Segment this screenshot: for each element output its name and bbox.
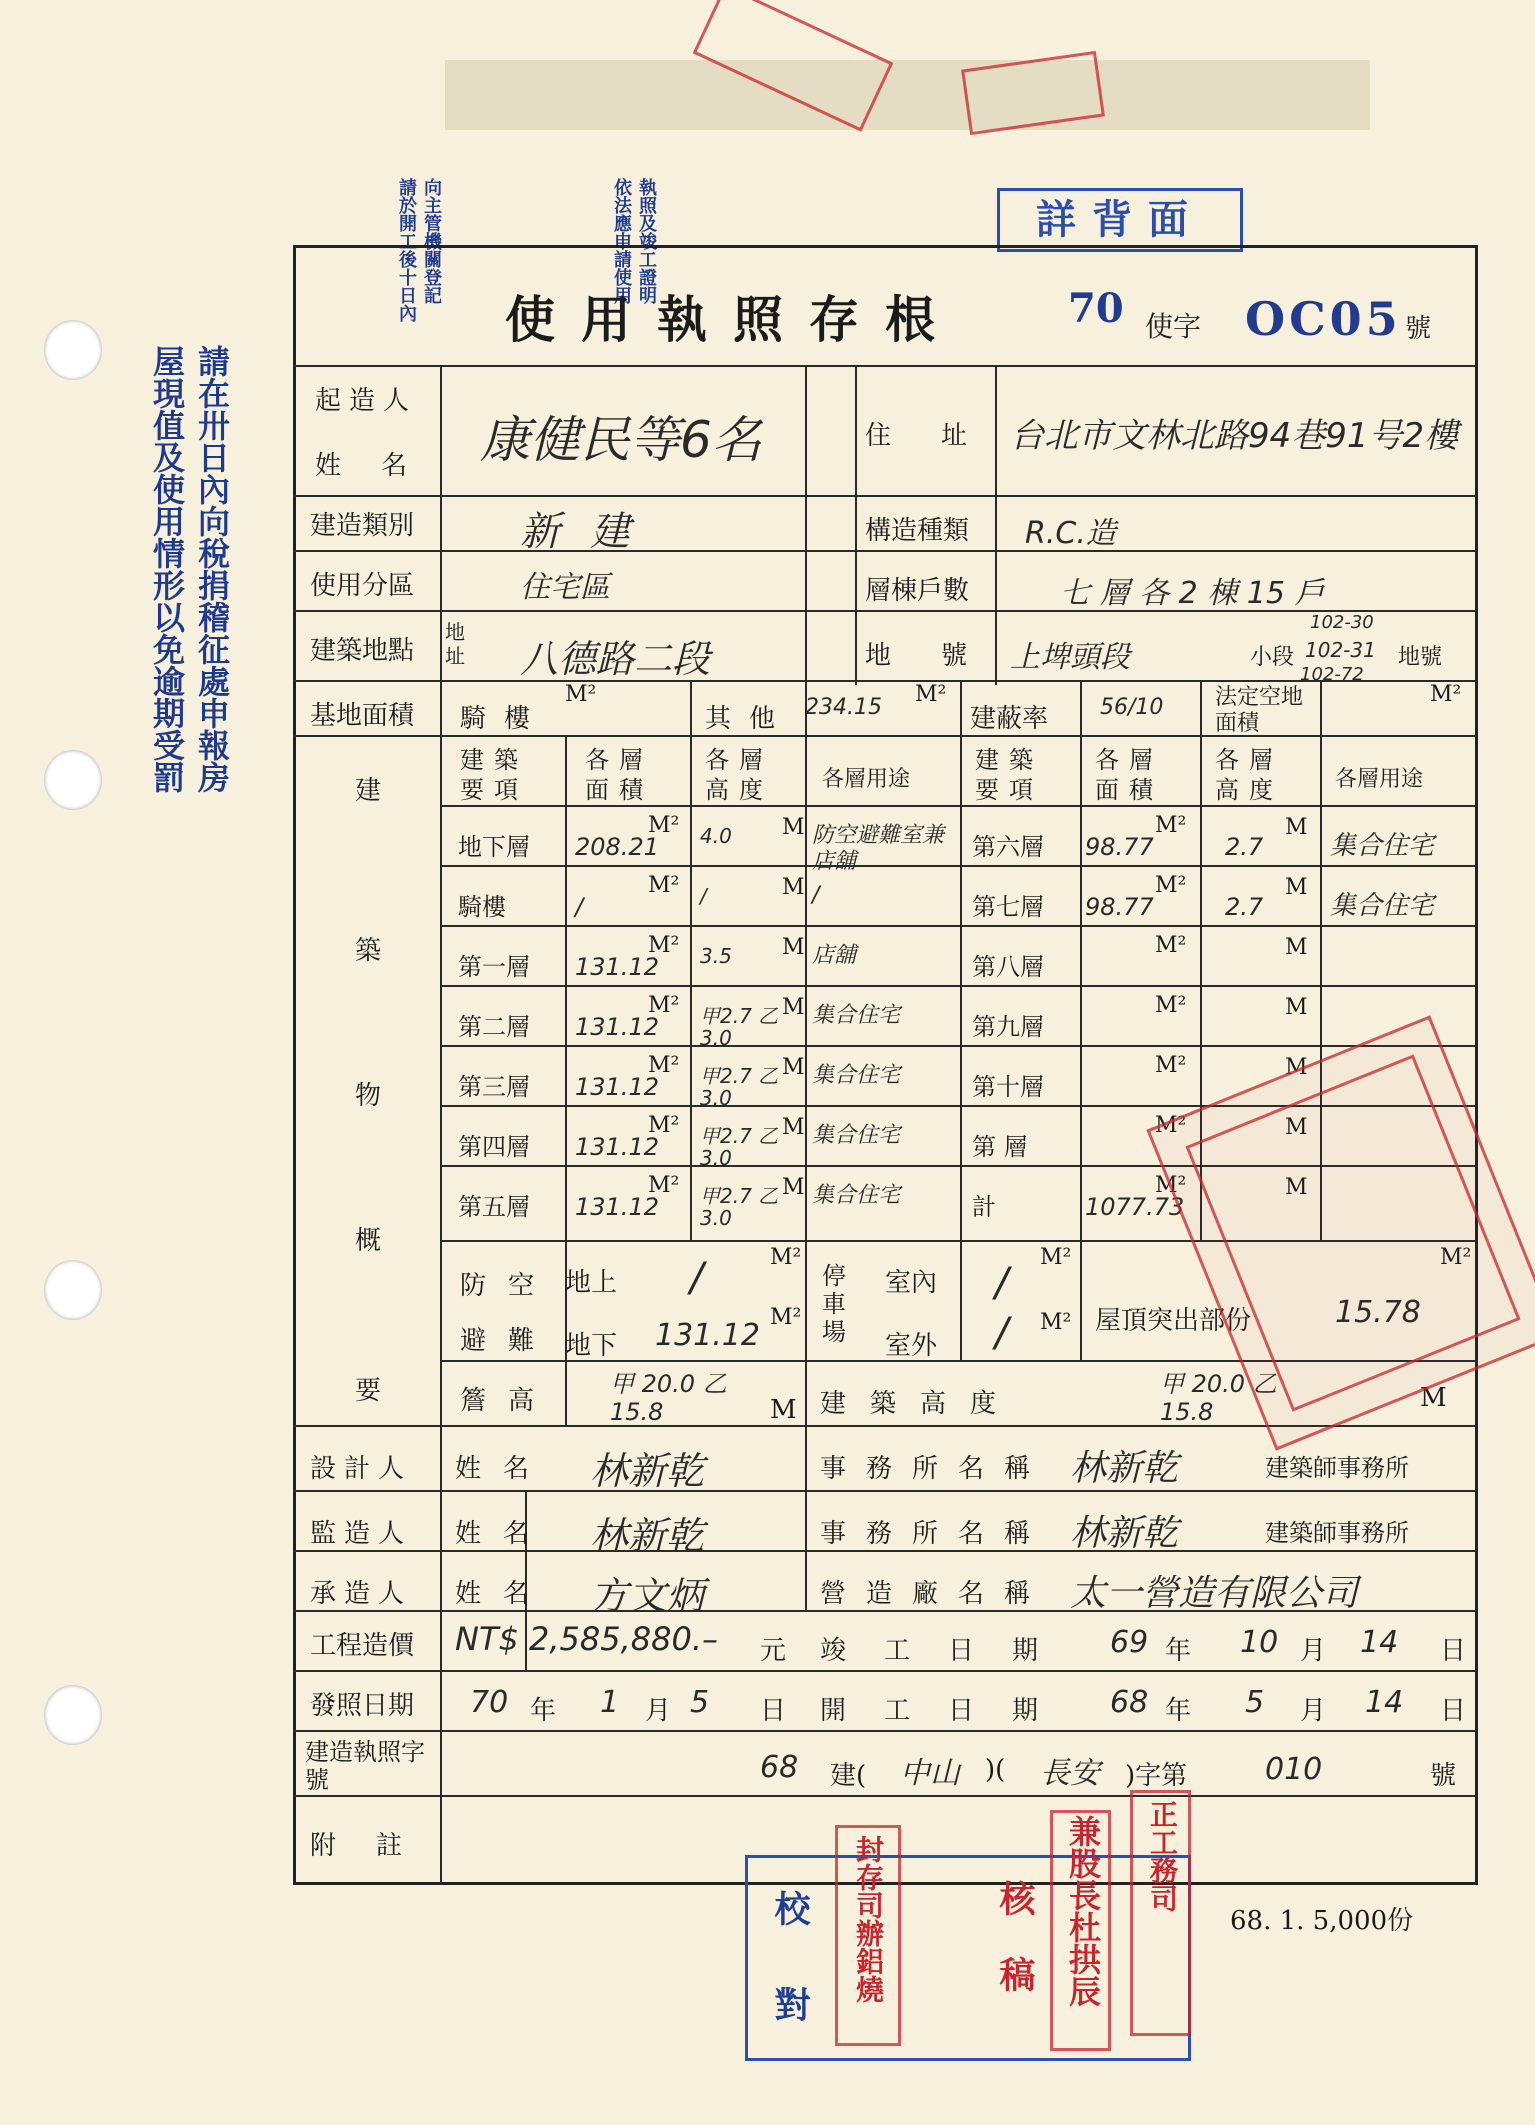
floor-area-left: 131.12 [575,953,659,981]
roof-label: 屋頂突出部份 [1095,1306,1252,1336]
check-label: 校對 [769,1890,811,2082]
shelter-below-label: 地下 [565,1331,618,1361]
permit-label: 建造執照字號 [305,1738,425,1794]
indoor-value: / [995,1260,1009,1306]
shelter-label-1: 防空 [460,1271,557,1301]
floor-height-unit: M [782,1115,805,1140]
floor-height-left: 3.5 [700,944,732,968]
floor-area-unit: M² [648,813,680,838]
floor-area-left: 131.12 [575,1193,659,1221]
header-use-left: 各層用途 [822,767,911,792]
open-space-label: 法定空地面積 [1215,685,1304,736]
document-title: 使用執照存根 [505,290,961,349]
zone-label: 使用分區 [310,571,415,601]
office-label: 事務所名稱 [820,1519,1051,1549]
site-label: 建築地點 [310,636,415,666]
issue-day-label: 日 [760,1696,787,1726]
permit-char-3: )字第 [1125,1761,1188,1791]
instruction-stamp-2: 向主管機關登記 [421,178,442,304]
floor-area-unit: M² [1155,873,1187,898]
floor-height-unit: M [782,1175,805,1200]
coverage-label: 建蔽率 [970,704,1049,734]
floor-item-right: 第九層 [972,1013,1044,1041]
address-label: 住址 [865,421,1018,451]
floor-height-unit: M [782,995,805,1020]
name-label: 姓名 [455,1579,552,1609]
instruction-stamp-4: 執照及竣工證明 [636,178,657,304]
completion-year: 69 [1110,1625,1149,1660]
floor-item-left: 地下層 [458,833,530,861]
floor-area-left: 131.12 [575,1133,659,1161]
completion-month-label: 月 [1300,1636,1327,1666]
address-tag: 地址 [445,620,465,668]
floor-height-unit: M [1285,1115,1308,1140]
floor-height-unit: M [782,1055,805,1080]
permit-char-2: )( [985,1755,1006,1785]
rule [293,1490,1478,1492]
start-year-label: 年 [1165,1696,1192,1726]
floor-use-left: / [812,883,820,908]
arcade-unit: M² [565,682,597,707]
structure-value: R.C.造 [1025,516,1116,551]
floor-use-right: 集合住宅 [1330,831,1435,861]
rule [440,865,1478,867]
seal-officer-1-text: 封存司辦鋁燒 [852,1835,885,2003]
office-label: 營造廠名稱 [820,1579,1051,1609]
review-label: 核稿 [994,1880,1036,2032]
cost-value: NT$ 2,585,880.– [455,1620,719,1658]
unit: M² [770,1305,802,1330]
floor-area-right: 1077.73 [1085,1193,1185,1221]
completion-day-label: 日 [1440,1636,1467,1666]
floor-height-unit: M [1285,875,1308,900]
lot-section: 上埤頭段 [1010,640,1130,675]
rule [440,805,1478,807]
cost-unit: 元 [760,1636,787,1666]
floor-item-right: 第六層 [972,833,1044,861]
rule [960,680,962,1240]
instruction-stamp-3: 依法應申請使用 [611,178,632,304]
floor-item-left: 第三層 [458,1073,530,1101]
floor-height-left: / [700,884,707,908]
other-value: 234.15 [805,695,882,720]
floors-value: 七 層 各 2 棟 15 戶 [1060,576,1325,611]
unit: M² [770,1245,802,1270]
rule [293,1795,1478,1797]
start-year: 68 [1110,1685,1149,1720]
lot-label: 地號 [865,641,1018,671]
section-char-5: 要 [355,1376,382,1406]
builder-label-1: 起造人 [315,386,418,416]
permit-district-2: 長安 [1040,1756,1100,1791]
person-name: 方文炳 [590,1574,705,1618]
issue-month-label: 月 [645,1696,672,1726]
structure-label: 構造種類 [865,516,970,546]
punch-hole [44,750,102,810]
name-label: 姓名 [455,1519,552,1549]
rule [440,1045,1478,1047]
person-name: 林新乾 [590,1514,705,1558]
rule [960,1240,962,1360]
floor-item-right: 計 [972,1193,996,1221]
cost-label: 工程造價 [310,1631,415,1661]
issue-month: 1 [600,1685,620,1720]
small-lot-label: 小段 [1250,645,1295,670]
start-day-label: 日 [1440,1696,1467,1726]
shelter-below-value: 131.12 [655,1318,760,1353]
floor-area-left: 131.12 [575,1013,659,1041]
serial-prefix: 使字 [1145,310,1202,343]
person-name: 林新乾 [590,1449,705,1493]
site-address: 八德路二段 [520,637,711,681]
floor-area-unit: M² [1155,813,1187,838]
floor-item-left: 騎樓 [458,893,506,921]
zone-value: 住宅區 [520,570,610,605]
floor-height-unit: M [782,935,805,960]
floor-area-unit: M² [648,1053,680,1078]
floor-height-unit: M [1285,995,1308,1020]
floor-height-left: 4.0 [700,824,732,848]
indoor-label: 室內 [885,1268,938,1298]
name-label: 姓名 [455,1454,552,1484]
rule [440,985,1478,987]
coverage-value: 56/10 [1100,695,1164,720]
start-month-label: 月 [1300,1696,1327,1726]
tax-notice-line-1: 請在卅日內向稅捐稽征處申報房 [193,345,231,793]
unit: M [770,1395,797,1425]
section-char-2: 築 [355,936,382,966]
header-area-left: 各層面積 [585,746,653,804]
shelter-label-2: 避難 [460,1326,557,1356]
start-day: 14 [1365,1685,1404,1720]
rule [690,680,692,1240]
floor-item-right: 第 層 [972,1133,1028,1161]
unit: M² [1040,1310,1072,1335]
issue-label: 發照日期 [310,1691,415,1721]
header-height-right: 各層高度 [1215,746,1283,804]
open-space-unit: M² [1430,682,1462,707]
punch-hole [44,1260,102,1320]
lot-no-2: 102-31 [1305,638,1376,662]
floor-area-unit: M² [1155,933,1187,958]
serial-year: 70 [1068,285,1124,332]
rule [293,1670,1478,1672]
rule [855,365,857,685]
section-char-1: 建 [355,776,382,806]
site-area-label: 基地面積 [310,701,415,731]
seal-chief [1050,1810,1111,2051]
floor-item-left: 第五層 [458,1193,530,1221]
header-area-right: 各層面積 [1095,746,1163,804]
issue-year: 70 [470,1685,509,1720]
rule [565,735,567,1425]
permit-char-1: 建( [830,1761,867,1791]
floor-use-right: 集合住宅 [1330,891,1435,921]
outdoor-value: / [995,1310,1009,1356]
rule [1080,1240,1082,1360]
builder-label-2: 姓名 [315,451,448,481]
floor-use-left: 集合住宅 [812,1183,901,1208]
floor-area-unit: M² [1155,1113,1187,1138]
floor-area-unit: M² [648,1113,680,1138]
unit: M [1420,1383,1447,1413]
seal-chief-text: 兼股長杜拱辰 [1064,1815,1102,2007]
build-type-label: 建造類別 [310,511,415,541]
unit: M² [1440,1245,1472,1270]
role-label: 監造人 [310,1519,413,1549]
floor-height-right: 2.7 [1225,893,1264,921]
floor-height-unit: M [1285,935,1308,960]
lot-no-label: 地號 [1398,645,1443,670]
floor-area-unit: M² [1155,1053,1187,1078]
floor-area-left: 208.21 [575,833,659,861]
build-type-value: 新建 [520,509,660,555]
tax-notice [140,345,230,793]
building-height-label: 建築高度 [820,1389,1021,1419]
floor-area-left: / [575,893,584,921]
floor-height-left: 甲2.7 乙3.0 [700,1004,779,1050]
permit-num-1: 68 [760,1750,799,1785]
rule [440,365,442,1885]
other-label: 其他 [705,704,794,734]
floor-area-unit: M² [1155,1173,1187,1198]
eave-label: 簷高 [460,1386,557,1416]
outdoor-label: 室外 [885,1331,938,1361]
eave-value: 甲 20.0 乙 15.8 [610,1370,727,1426]
header-item-right: 建築要項 [975,746,1043,804]
floor-area-unit: M² [648,933,680,958]
issue-day: 5 [690,1685,710,1720]
floor-use-left: 防空避難室兼店舖 [812,823,945,874]
floor-height-left: 甲2.7 乙3.0 [700,1124,779,1170]
start-label: 開工日期 [820,1696,1077,1726]
floors-label: 層棟戶數 [865,576,970,606]
office-suffix: 建築師事務所 [1265,1519,1409,1547]
see-back-stamp: 詳背面 [997,188,1243,252]
lot-no-3: 102-72 [1300,664,1364,685]
floor-area-unit: M² [648,1173,680,1198]
floor-item-right: 第十層 [972,1073,1044,1101]
floor-height-left: 甲2.7 乙3.0 [700,1064,779,1110]
office-label: 事務所名稱 [820,1454,1051,1484]
floor-area-unit: M² [648,993,680,1018]
unit: M² [1040,1245,1072,1270]
floor-area-unit: M² [1155,993,1187,1018]
rule [805,365,807,1610]
shelter-above-value: / [690,1255,704,1301]
header-height-left: 各層高度 [705,746,773,804]
floor-height-unit: M [1285,1175,1308,1200]
tape-strip [445,60,1370,130]
completion-label: 竣工日期 [820,1636,1077,1666]
remark-label: 附註 [310,1831,443,1861]
rule [293,1730,1478,1732]
punch-hole [44,1685,102,1745]
floor-area-left: 131.12 [575,1073,659,1101]
header-use-right: 各層用途 [1335,767,1424,792]
rule [293,550,1478,552]
start-month: 5 [1245,1685,1265,1720]
role-label: 設計人 [310,1454,413,1484]
rule [293,365,1478,367]
serial-suffix: 號 [1405,314,1432,344]
roof-value: 15.78 [1335,1295,1421,1330]
builder-address: 台北市文林北路94巷91号2樓 [1010,416,1459,456]
floor-height-left: 甲2.7 乙3.0 [700,1184,779,1230]
serial-number: OC05 [1245,292,1402,346]
seal-office-text: 正工務司 [1146,1800,1179,1912]
issue-year-label: 年 [530,1696,557,1726]
lot-no-1: 102-30 [1310,612,1374,633]
permit-district-1: 中山 [900,1756,960,1791]
header-item-left: 建築要項 [460,746,528,804]
role-label: 承造人 [310,1579,413,1609]
permit-char-4: 號 [1430,1761,1457,1791]
builder-name: 康健民等6名 [480,411,762,469]
floor-area-right: 98.77 [1085,833,1154,861]
floor-item-left: 第四層 [458,1133,530,1161]
floor-item-left: 第二層 [458,1013,530,1041]
completion-day: 14 [1360,1625,1399,1660]
completion-month: 10 [1240,1625,1279,1660]
floor-height-unit: M [782,875,805,900]
section-char-3: 物 [355,1081,382,1111]
print-note: 68. 1. 5,000份 [1230,1906,1414,1936]
rule [293,495,1478,497]
section-char-4: 概 [355,1226,382,1256]
rule [440,925,1478,927]
arcade-label: 騎樓 [460,704,549,734]
office-suffix: 建築師事務所 [1265,1454,1409,1482]
rule [440,1670,442,1795]
shelter-above-label: 地上 [565,1268,618,1298]
floor-use-left: 集合住宅 [812,1003,901,1028]
floor-item-right: 第七層 [972,893,1044,921]
floor-height-unit: M [1285,1055,1308,1080]
floor-height-unit: M [782,815,805,840]
floor-use-left: 集合住宅 [812,1123,901,1148]
office-name: 林新乾 [1070,1513,1179,1554]
rule [1080,680,1082,1240]
floor-use-left: 店舖 [812,943,857,968]
rule [293,1550,1478,1552]
tax-notice-line-2: 屋現值及使用情形以免逾期受罰 [148,345,186,793]
completion-year-label: 年 [1165,1636,1192,1666]
floor-use-left: 集合住宅 [812,1063,901,1088]
parking-label: 停車場 [822,1262,846,1346]
floor-area-unit: M² [648,873,680,898]
floor-height-right: 2.7 [1225,833,1264,861]
floor-area-right: 98.77 [1085,893,1154,921]
permit-num-2: 010 [1265,1752,1323,1787]
building-height-value: 甲 20.0 乙 15.8 [1160,1370,1277,1426]
floor-item-left: 第一層 [458,953,530,981]
floor-height-unit: M [1285,815,1308,840]
floor-item-right: 第八層 [972,953,1044,981]
office-name: 太一營造有限公司 [1070,1573,1359,1614]
instruction-stamp-1: 請於開工後十日內 [396,178,417,322]
punch-hole [44,320,102,380]
other-unit: M² [915,682,947,707]
office-name: 林新乾 [1070,1448,1179,1489]
